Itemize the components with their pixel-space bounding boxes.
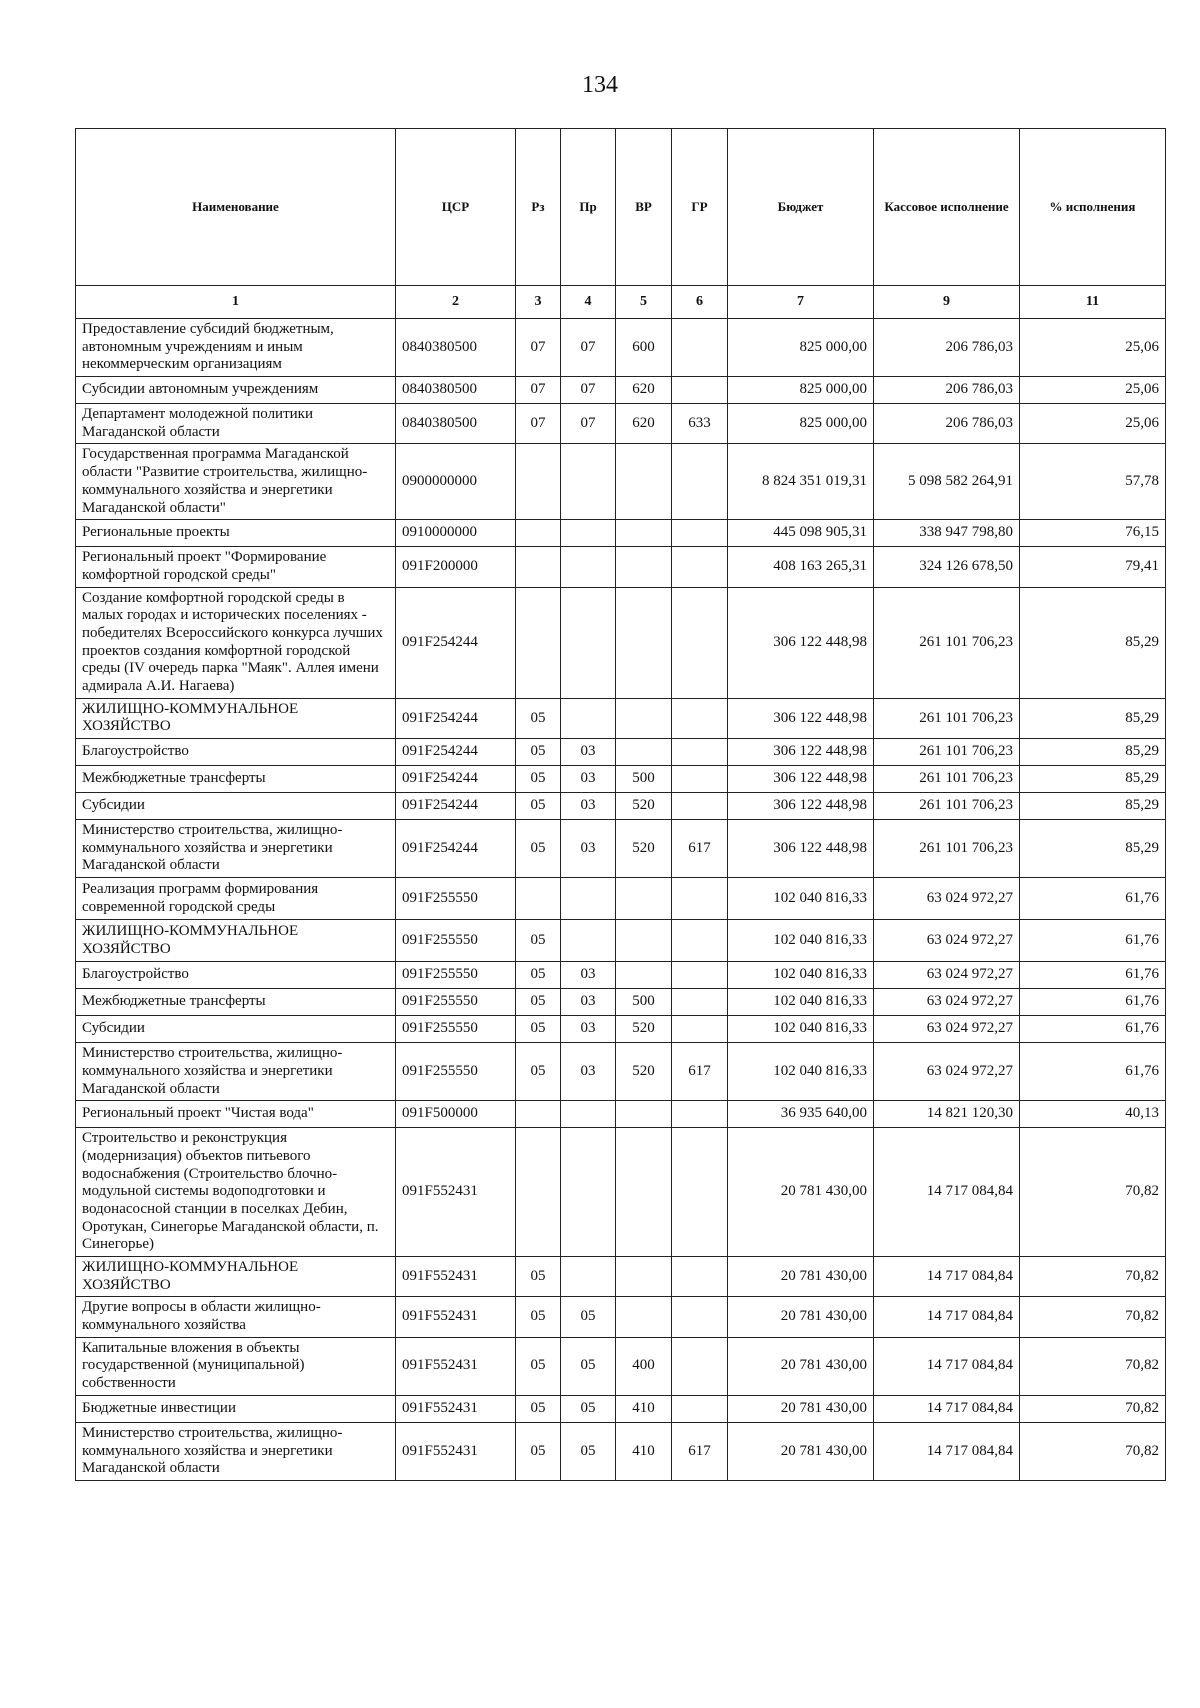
- row-csr: 091F552431: [396, 1297, 516, 1337]
- row-gr: [672, 587, 728, 698]
- row-cash: 14 717 084,84: [874, 1257, 1020, 1297]
- row-pr: 07: [561, 404, 616, 444]
- row-vr: [616, 520, 672, 547]
- row-gr: [672, 878, 728, 920]
- row-name: Министерство строительства, жилищно-коммунального хозяйства и энергетики Магаданской области: [76, 820, 396, 878]
- table-row: [76, 1016, 1166, 1043]
- row-csr: 0900000000: [396, 444, 516, 520]
- row-rz: 05: [516, 698, 561, 738]
- row-gr: [672, 1128, 728, 1257]
- row-gr: [672, 766, 728, 793]
- table-row: [76, 377, 1166, 404]
- row-csr: 091F552431: [396, 1257, 516, 1297]
- row-rz: 05: [516, 793, 561, 820]
- row-cash: 206 786,03: [874, 377, 1020, 404]
- table-row: [76, 444, 1166, 520]
- row-csr: 091F552431: [396, 1337, 516, 1395]
- row-pr: 05: [561, 1297, 616, 1337]
- table-body: [76, 319, 1166, 1481]
- row-name: Государственная программа Магаданской области "Развитие строительства, жилищно-коммунального хозяйства и энергетики Магаданской области": [76, 444, 396, 520]
- row-budget: 102 040 816,33: [728, 989, 874, 1016]
- row-pr: [561, 587, 616, 698]
- table-row: [76, 1337, 1166, 1395]
- row-pr: 03: [561, 820, 616, 878]
- table-row: [76, 820, 1166, 878]
- row-vr: [616, 547, 672, 587]
- row-cash: 63 024 972,27: [874, 920, 1020, 962]
- row-gr: 617: [672, 1043, 728, 1101]
- row-csr: 091F255550: [396, 1043, 516, 1101]
- row-cash: 14 717 084,84: [874, 1128, 1020, 1257]
- column-number: 1: [76, 286, 396, 319]
- row-cash: 261 101 706,23: [874, 587, 1020, 698]
- row-budget: 445 098 905,31: [728, 520, 874, 547]
- row-csr: 091F552431: [396, 1395, 516, 1422]
- row-name: Министерство строительства, жилищно-коммунального хозяйства и энергетики Магаданской области: [76, 1043, 396, 1101]
- row-name: Субсидии: [76, 793, 396, 820]
- column-number: 4: [561, 286, 616, 319]
- column-number: 6: [672, 286, 728, 319]
- row-rz: [516, 1101, 561, 1128]
- column-number: 2: [396, 286, 516, 319]
- row-pr: 03: [561, 989, 616, 1016]
- row-rz: 07: [516, 319, 561, 377]
- row-gr: [672, 1257, 728, 1297]
- row-name: Департамент молодежной политики Магаданской области: [76, 404, 396, 444]
- row-vr: [616, 698, 672, 738]
- row-rz: 05: [516, 1257, 561, 1297]
- row-budget: 825 000,00: [728, 319, 874, 377]
- row-pr: 03: [561, 962, 616, 989]
- row-pct: 85,29: [1020, 698, 1166, 738]
- row-cash: 261 101 706,23: [874, 698, 1020, 738]
- row-gr: [672, 1016, 728, 1043]
- row-name: Бюджетные инвестиции: [76, 1395, 396, 1422]
- row-pct: 61,76: [1020, 989, 1166, 1016]
- row-budget: 825 000,00: [728, 377, 874, 404]
- row-rz: 07: [516, 404, 561, 444]
- row-rz: 07: [516, 377, 561, 404]
- row-pct: 61,76: [1020, 1043, 1166, 1101]
- row-name: ЖИЛИЩНО-КОММУНАЛЬНОЕ ХОЗЯЙСТВО: [76, 698, 396, 738]
- header-row: [76, 129, 1166, 286]
- table-row: [76, 1128, 1166, 1257]
- row-name: Строительство и реконструкция (модернизация) объектов питьевого водоснабжения (Строительство блочно-модульной системы водоподготовки и водонасосной станции в поселках Дебин, Оротукан, Синегорье Магаданской области, п. Синегорье): [76, 1128, 396, 1257]
- row-name: Министерство строительства, жилищно-коммунального хозяйства и энергетики Магаданской области: [76, 1422, 396, 1480]
- row-budget: 20 781 430,00: [728, 1297, 874, 1337]
- row-cash: 63 024 972,27: [874, 1043, 1020, 1101]
- row-cash: 63 024 972,27: [874, 1016, 1020, 1043]
- table-row: [76, 878, 1166, 920]
- row-rz: [516, 547, 561, 587]
- row-vr: 500: [616, 766, 672, 793]
- row-gr: [672, 989, 728, 1016]
- header-csr: ЦСР: [396, 129, 516, 286]
- row-budget: 306 122 448,98: [728, 766, 874, 793]
- row-vr: [616, 920, 672, 962]
- row-name: Благоустройство: [76, 739, 396, 766]
- row-budget: 20 781 430,00: [728, 1395, 874, 1422]
- row-pct: 25,06: [1020, 377, 1166, 404]
- header-name: Наименование: [76, 129, 396, 286]
- row-vr: 520: [616, 820, 672, 878]
- row-csr: 091F255550: [396, 878, 516, 920]
- row-vr: 400: [616, 1337, 672, 1395]
- row-csr: 0840380500: [396, 319, 516, 377]
- row-pr: [561, 878, 616, 920]
- row-name: Субсидии: [76, 1016, 396, 1043]
- row-rz: 05: [516, 739, 561, 766]
- row-name: Создание комфортной городской среды в малых городах и исторических поселениях - победителях Всероссийского конкурса лучших проектов создания комфортной городской среды (IV очередь парка "Маяк". Аллея имени адмирала А.И. Нагаева): [76, 587, 396, 698]
- row-gr: [672, 962, 728, 989]
- row-gr: 633: [672, 404, 728, 444]
- row-pct: 79,41: [1020, 547, 1166, 587]
- row-pr: [561, 520, 616, 547]
- header-pct: % исполнения: [1020, 129, 1166, 286]
- row-cash: 206 786,03: [874, 319, 1020, 377]
- row-pct: 40,13: [1020, 1101, 1166, 1128]
- row-cash: 261 101 706,23: [874, 739, 1020, 766]
- row-gr: 617: [672, 820, 728, 878]
- row-pct: 76,15: [1020, 520, 1166, 547]
- row-vr: 410: [616, 1422, 672, 1480]
- row-budget: 102 040 816,33: [728, 1016, 874, 1043]
- row-pr: 07: [561, 319, 616, 377]
- row-rz: [516, 444, 561, 520]
- row-budget: 306 122 448,98: [728, 698, 874, 738]
- row-csr: 091F200000: [396, 547, 516, 587]
- row-csr: 091F255550: [396, 1016, 516, 1043]
- row-csr: 0910000000: [396, 520, 516, 547]
- row-pr: [561, 920, 616, 962]
- row-budget: 36 935 640,00: [728, 1101, 874, 1128]
- row-budget: 8 824 351 019,31: [728, 444, 874, 520]
- table-row: [76, 920, 1166, 962]
- row-budget: 825 000,00: [728, 404, 874, 444]
- row-csr: 091F500000: [396, 1101, 516, 1128]
- column-number: 5: [616, 286, 672, 319]
- row-pr: [561, 1257, 616, 1297]
- table-row: [76, 319, 1166, 377]
- row-csr: 091F254244: [396, 793, 516, 820]
- row-cash: 14 717 084,84: [874, 1297, 1020, 1337]
- row-rz: 05: [516, 1337, 561, 1395]
- row-gr: [672, 547, 728, 587]
- row-vr: 620: [616, 404, 672, 444]
- row-name: Капитальные вложения в объекты государственной (муниципальной) собственности: [76, 1337, 396, 1395]
- row-gr: [672, 793, 728, 820]
- row-pr: [561, 547, 616, 587]
- row-budget: 306 122 448,98: [728, 739, 874, 766]
- row-pct: 70,82: [1020, 1297, 1166, 1337]
- table-row: [76, 404, 1166, 444]
- row-pr: 03: [561, 793, 616, 820]
- row-rz: 05: [516, 820, 561, 878]
- row-budget: 102 040 816,33: [728, 962, 874, 989]
- row-name: Региональный проект "Формирование комфортной городской среды": [76, 547, 396, 587]
- row-pct: 61,76: [1020, 962, 1166, 989]
- row-pct: 57,78: [1020, 444, 1166, 520]
- column-number: 3: [516, 286, 561, 319]
- row-cash: 261 101 706,23: [874, 820, 1020, 878]
- row-pr: 03: [561, 766, 616, 793]
- row-cash: 14 821 120,30: [874, 1101, 1020, 1128]
- row-vr: [616, 1257, 672, 1297]
- row-gr: [672, 319, 728, 377]
- row-pct: 85,29: [1020, 820, 1166, 878]
- row-vr: 520: [616, 1043, 672, 1101]
- row-cash: 63 024 972,27: [874, 989, 1020, 1016]
- row-vr: 600: [616, 319, 672, 377]
- row-gr: [672, 1101, 728, 1128]
- row-rz: 05: [516, 920, 561, 962]
- table-row: [76, 962, 1166, 989]
- row-cash: 14 717 084,84: [874, 1337, 1020, 1395]
- column-number-row: [76, 286, 1166, 319]
- row-pr: 05: [561, 1395, 616, 1422]
- row-pr: 07: [561, 377, 616, 404]
- row-vr: 520: [616, 793, 672, 820]
- row-gr: 617: [672, 1422, 728, 1480]
- row-name: Субсидии автономным учреждениям: [76, 377, 396, 404]
- row-rz: 05: [516, 989, 561, 1016]
- row-cash: 261 101 706,23: [874, 766, 1020, 793]
- row-pr: [561, 698, 616, 738]
- row-csr: 091F254244: [396, 739, 516, 766]
- row-cash: 14 717 084,84: [874, 1422, 1020, 1480]
- row-name: ЖИЛИЩНО-КОММУНАЛЬНОЕ ХОЗЯЙСТВО: [76, 920, 396, 962]
- row-rz: 05: [516, 1016, 561, 1043]
- row-pr: 03: [561, 1043, 616, 1101]
- budget-execution-table: [75, 128, 1166, 1481]
- row-pct: 85,29: [1020, 793, 1166, 820]
- column-number: 11: [1020, 286, 1166, 319]
- row-rz: 05: [516, 766, 561, 793]
- row-vr: [616, 1128, 672, 1257]
- row-vr: 520: [616, 1016, 672, 1043]
- row-pct: 61,76: [1020, 1016, 1166, 1043]
- row-name: Межбюджетные трансферты: [76, 989, 396, 1016]
- row-pr: 03: [561, 739, 616, 766]
- row-vr: [616, 878, 672, 920]
- row-pct: 70,82: [1020, 1257, 1166, 1297]
- row-gr: [672, 1297, 728, 1337]
- row-pct: 25,06: [1020, 404, 1166, 444]
- page-number: 134: [582, 72, 618, 98]
- row-csr: 091F255550: [396, 989, 516, 1016]
- row-pct: 61,76: [1020, 920, 1166, 962]
- row-name: Предоставление субсидий бюджетным, автономным учреждениям и иным некоммерческим организациям: [76, 319, 396, 377]
- row-budget: 306 122 448,98: [728, 820, 874, 878]
- table-row: [76, 698, 1166, 738]
- row-cash: 206 786,03: [874, 404, 1020, 444]
- row-csr: 0840380500: [396, 404, 516, 444]
- row-name: Региональные проекты: [76, 520, 396, 547]
- table-row: [76, 739, 1166, 766]
- row-rz: [516, 520, 561, 547]
- row-cash: 14 717 084,84: [874, 1395, 1020, 1422]
- table-row: [76, 1043, 1166, 1101]
- row-vr: 410: [616, 1395, 672, 1422]
- table-row: [76, 547, 1166, 587]
- header-gr: ГР: [672, 129, 728, 286]
- row-name: Межбюджетные трансферты: [76, 766, 396, 793]
- header-pr: Пр: [561, 129, 616, 286]
- row-pct: 61,76: [1020, 878, 1166, 920]
- row-csr: 091F254244: [396, 698, 516, 738]
- row-rz: 05: [516, 1043, 561, 1101]
- row-vr: [616, 962, 672, 989]
- row-pr: [561, 1128, 616, 1257]
- table-row: [76, 989, 1166, 1016]
- row-pct: 70,82: [1020, 1128, 1166, 1257]
- row-pct: 25,06: [1020, 319, 1166, 377]
- row-pr: [561, 444, 616, 520]
- row-cash: 261 101 706,23: [874, 793, 1020, 820]
- row-vr: [616, 739, 672, 766]
- row-vr: [616, 587, 672, 698]
- row-pr: [561, 1101, 616, 1128]
- row-csr: 091F254244: [396, 587, 516, 698]
- row-budget: 306 122 448,98: [728, 793, 874, 820]
- row-rz: [516, 878, 561, 920]
- row-pct: 70,82: [1020, 1422, 1166, 1480]
- row-csr: 091F552431: [396, 1128, 516, 1257]
- row-pct: 70,82: [1020, 1337, 1166, 1395]
- table-row: [76, 793, 1166, 820]
- table-row: [76, 1101, 1166, 1128]
- column-number: 7: [728, 286, 874, 319]
- row-gr: [672, 1337, 728, 1395]
- row-pr: 05: [561, 1337, 616, 1395]
- row-budget: 102 040 816,33: [728, 920, 874, 962]
- header-cash: Кассовое исполнение: [874, 129, 1020, 286]
- row-name: ЖИЛИЩНО-КОММУНАЛЬНОЕ ХОЗЯЙСТВО: [76, 1257, 396, 1297]
- row-budget: 20 781 430,00: [728, 1422, 874, 1480]
- row-cash: 5 098 582 264,91: [874, 444, 1020, 520]
- row-gr: [672, 377, 728, 404]
- row-rz: 05: [516, 1422, 561, 1480]
- table-row: [76, 587, 1166, 698]
- row-rz: [516, 587, 561, 698]
- row-gr: [672, 444, 728, 520]
- row-vr: 620: [616, 377, 672, 404]
- row-budget: 20 781 430,00: [728, 1128, 874, 1257]
- header-budget: Бюджет: [728, 129, 874, 286]
- column-number: 9: [874, 286, 1020, 319]
- row-gr: [672, 1395, 728, 1422]
- row-cash: 63 024 972,27: [874, 962, 1020, 989]
- row-gr: [672, 698, 728, 738]
- row-gr: [672, 920, 728, 962]
- row-csr: 091F552431: [396, 1422, 516, 1480]
- table-row: [76, 1297, 1166, 1337]
- row-cash: 324 126 678,50: [874, 547, 1020, 587]
- row-name: Благоустройство: [76, 962, 396, 989]
- row-rz: 05: [516, 1297, 561, 1337]
- row-pr: 03: [561, 1016, 616, 1043]
- row-csr: 091F254244: [396, 820, 516, 878]
- row-csr: 091F255550: [396, 962, 516, 989]
- row-vr: [616, 444, 672, 520]
- table-row: [76, 1257, 1166, 1297]
- row-budget: 20 781 430,00: [728, 1337, 874, 1395]
- row-pct: 70,82: [1020, 1395, 1166, 1422]
- row-rz: 05: [516, 1395, 561, 1422]
- row-cash: 338 947 798,80: [874, 520, 1020, 547]
- row-vr: 500: [616, 989, 672, 1016]
- row-vr: [616, 1297, 672, 1337]
- row-rz: [516, 1128, 561, 1257]
- row-pct: 85,29: [1020, 766, 1166, 793]
- row-pct: 85,29: [1020, 739, 1166, 766]
- row-name: Региональный проект "Чистая вода": [76, 1101, 396, 1128]
- row-budget: 306 122 448,98: [728, 587, 874, 698]
- row-vr: [616, 1101, 672, 1128]
- header-rz: Рз: [516, 129, 561, 286]
- header-vr: ВР: [616, 129, 672, 286]
- row-pr: 05: [561, 1422, 616, 1480]
- table-row: [76, 1395, 1166, 1422]
- row-pct: 85,29: [1020, 587, 1166, 698]
- row-cash: 63 024 972,27: [874, 878, 1020, 920]
- row-gr: [672, 520, 728, 547]
- row-gr: [672, 739, 728, 766]
- row-budget: 102 040 816,33: [728, 1043, 874, 1101]
- row-csr: 091F254244: [396, 766, 516, 793]
- row-budget: 408 163 265,31: [728, 547, 874, 587]
- row-name: Другие вопросы в области жилищно-коммунального хозяйства: [76, 1297, 396, 1337]
- row-budget: 102 040 816,33: [728, 878, 874, 920]
- row-rz: 05: [516, 962, 561, 989]
- table-row: [76, 520, 1166, 547]
- row-budget: 20 781 430,00: [728, 1257, 874, 1297]
- row-name: Реализация программ формирования современной городской среды: [76, 878, 396, 920]
- table-row: [76, 766, 1166, 793]
- row-csr: 0840380500: [396, 377, 516, 404]
- row-csr: 091F255550: [396, 920, 516, 962]
- table-row: [76, 1422, 1166, 1480]
